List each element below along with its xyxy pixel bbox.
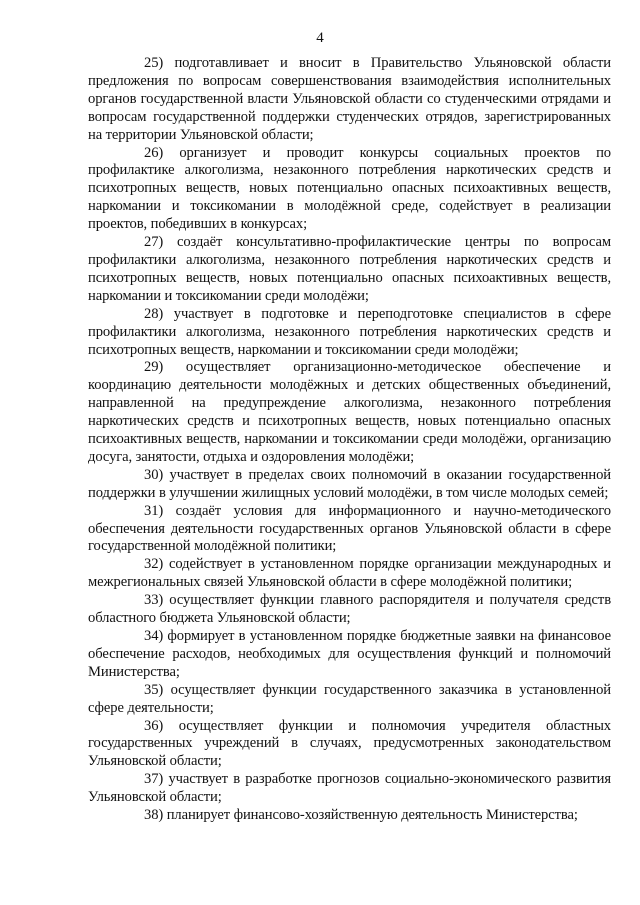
paragraph-37: 37) участвует в разработке прогнозов социально-экономического развития Ульяновской области; (88, 771, 611, 806)
paragraph-28: 28) участвует в подготовке и переподготовке специалистов в сфере профилактики алкоголизма, незаконного потребления наркотических средств и психотропных веществ, наркомании и токсикомании среди молодёжи; (88, 305, 611, 358)
page-number: 4 (316, 30, 324, 46)
paragraph-36: 36) осуществляет функции и полномочия учредителя областных государственных учреждений в случаях, предусмотренных законодательством Ульяновской области; (88, 717, 611, 770)
paragraph-27: 27) создаёт консультативно-профилактические центры по вопросам профилактики алкоголизма, незаконного потребления наркотических средств и психотропных веществ, новых потенциально опасных психоактивных веществ, наркомании и токсикомании среди молодёжи; (88, 234, 611, 304)
paragraph-31: 31) создаёт условия для информационного и научно-методического обеспечения деятельности государственных органов Ульяновской области в сфере государственной молодёжной политики; (88, 502, 611, 555)
paragraph-32: 32) содействует в установленном порядке организации международных и межрегиональных связей Ульяновской области в сфере молодёжной политики; (88, 556, 611, 591)
paragraph-30: 30) участвует в пределах своих полномочий в оказании государственной поддержки в улучшении жилищных условий молодёжи, в том числе молодых семей; (88, 466, 611, 501)
paragraph-34: 34) формирует в установленном порядке бюджетные заявки на финансовое обеспечение расходов, необходимых для осуществления функций и полномочий Министерства; (88, 628, 611, 680)
paragraph-38: 38) планирует финансово-хозяйственную деятельность Министерства; (144, 807, 578, 824)
paragraph-35: 35) осуществляет функции государственного заказчика в установленной сфере деятельности; (88, 681, 611, 716)
paragraph-29: 29) осуществляет организационно-методическое обеспечение и координацию деятельности молодёжных и детских общественных объединений, направленной на предупреждение алкоголизма, незаконного потребления наркотических средств и психотропных веществ, новых потенциально опасных психоактивных веществ, наркомании и токсикомании среди молодёжи, организацию досуга, занятости, отдыха и оздоровления молодёжи; (88, 359, 611, 465)
paragraph-25: 25) подготавливает и вносит в Правительство Ульяновской области предложения по вопросам совершенствования взаимодействия исполнительных органов государственной власти Ульяновской области со студенческими отрядами и вопросам государственной поддержки студенческих отрядов, зарегистрированных на территории Ульяновской области; (88, 55, 611, 143)
paragraph-33: 33) осуществляет функции главного распорядителя и получателя средств областного бюджета Ульяновской области; (88, 592, 611, 627)
document-body (88, 55, 611, 825)
paragraph-26: 26) организует и проводит конкурсы социальных проектов по профилактике алкоголизма, незаконного потребления наркотических средств и психотропных веществ, новых потенциально опасных психоактивных веществ, наркомании и токсикомании в молодёжной среде, содействует в реализации проектов, победивших в конкурсах; (88, 144, 611, 233)
